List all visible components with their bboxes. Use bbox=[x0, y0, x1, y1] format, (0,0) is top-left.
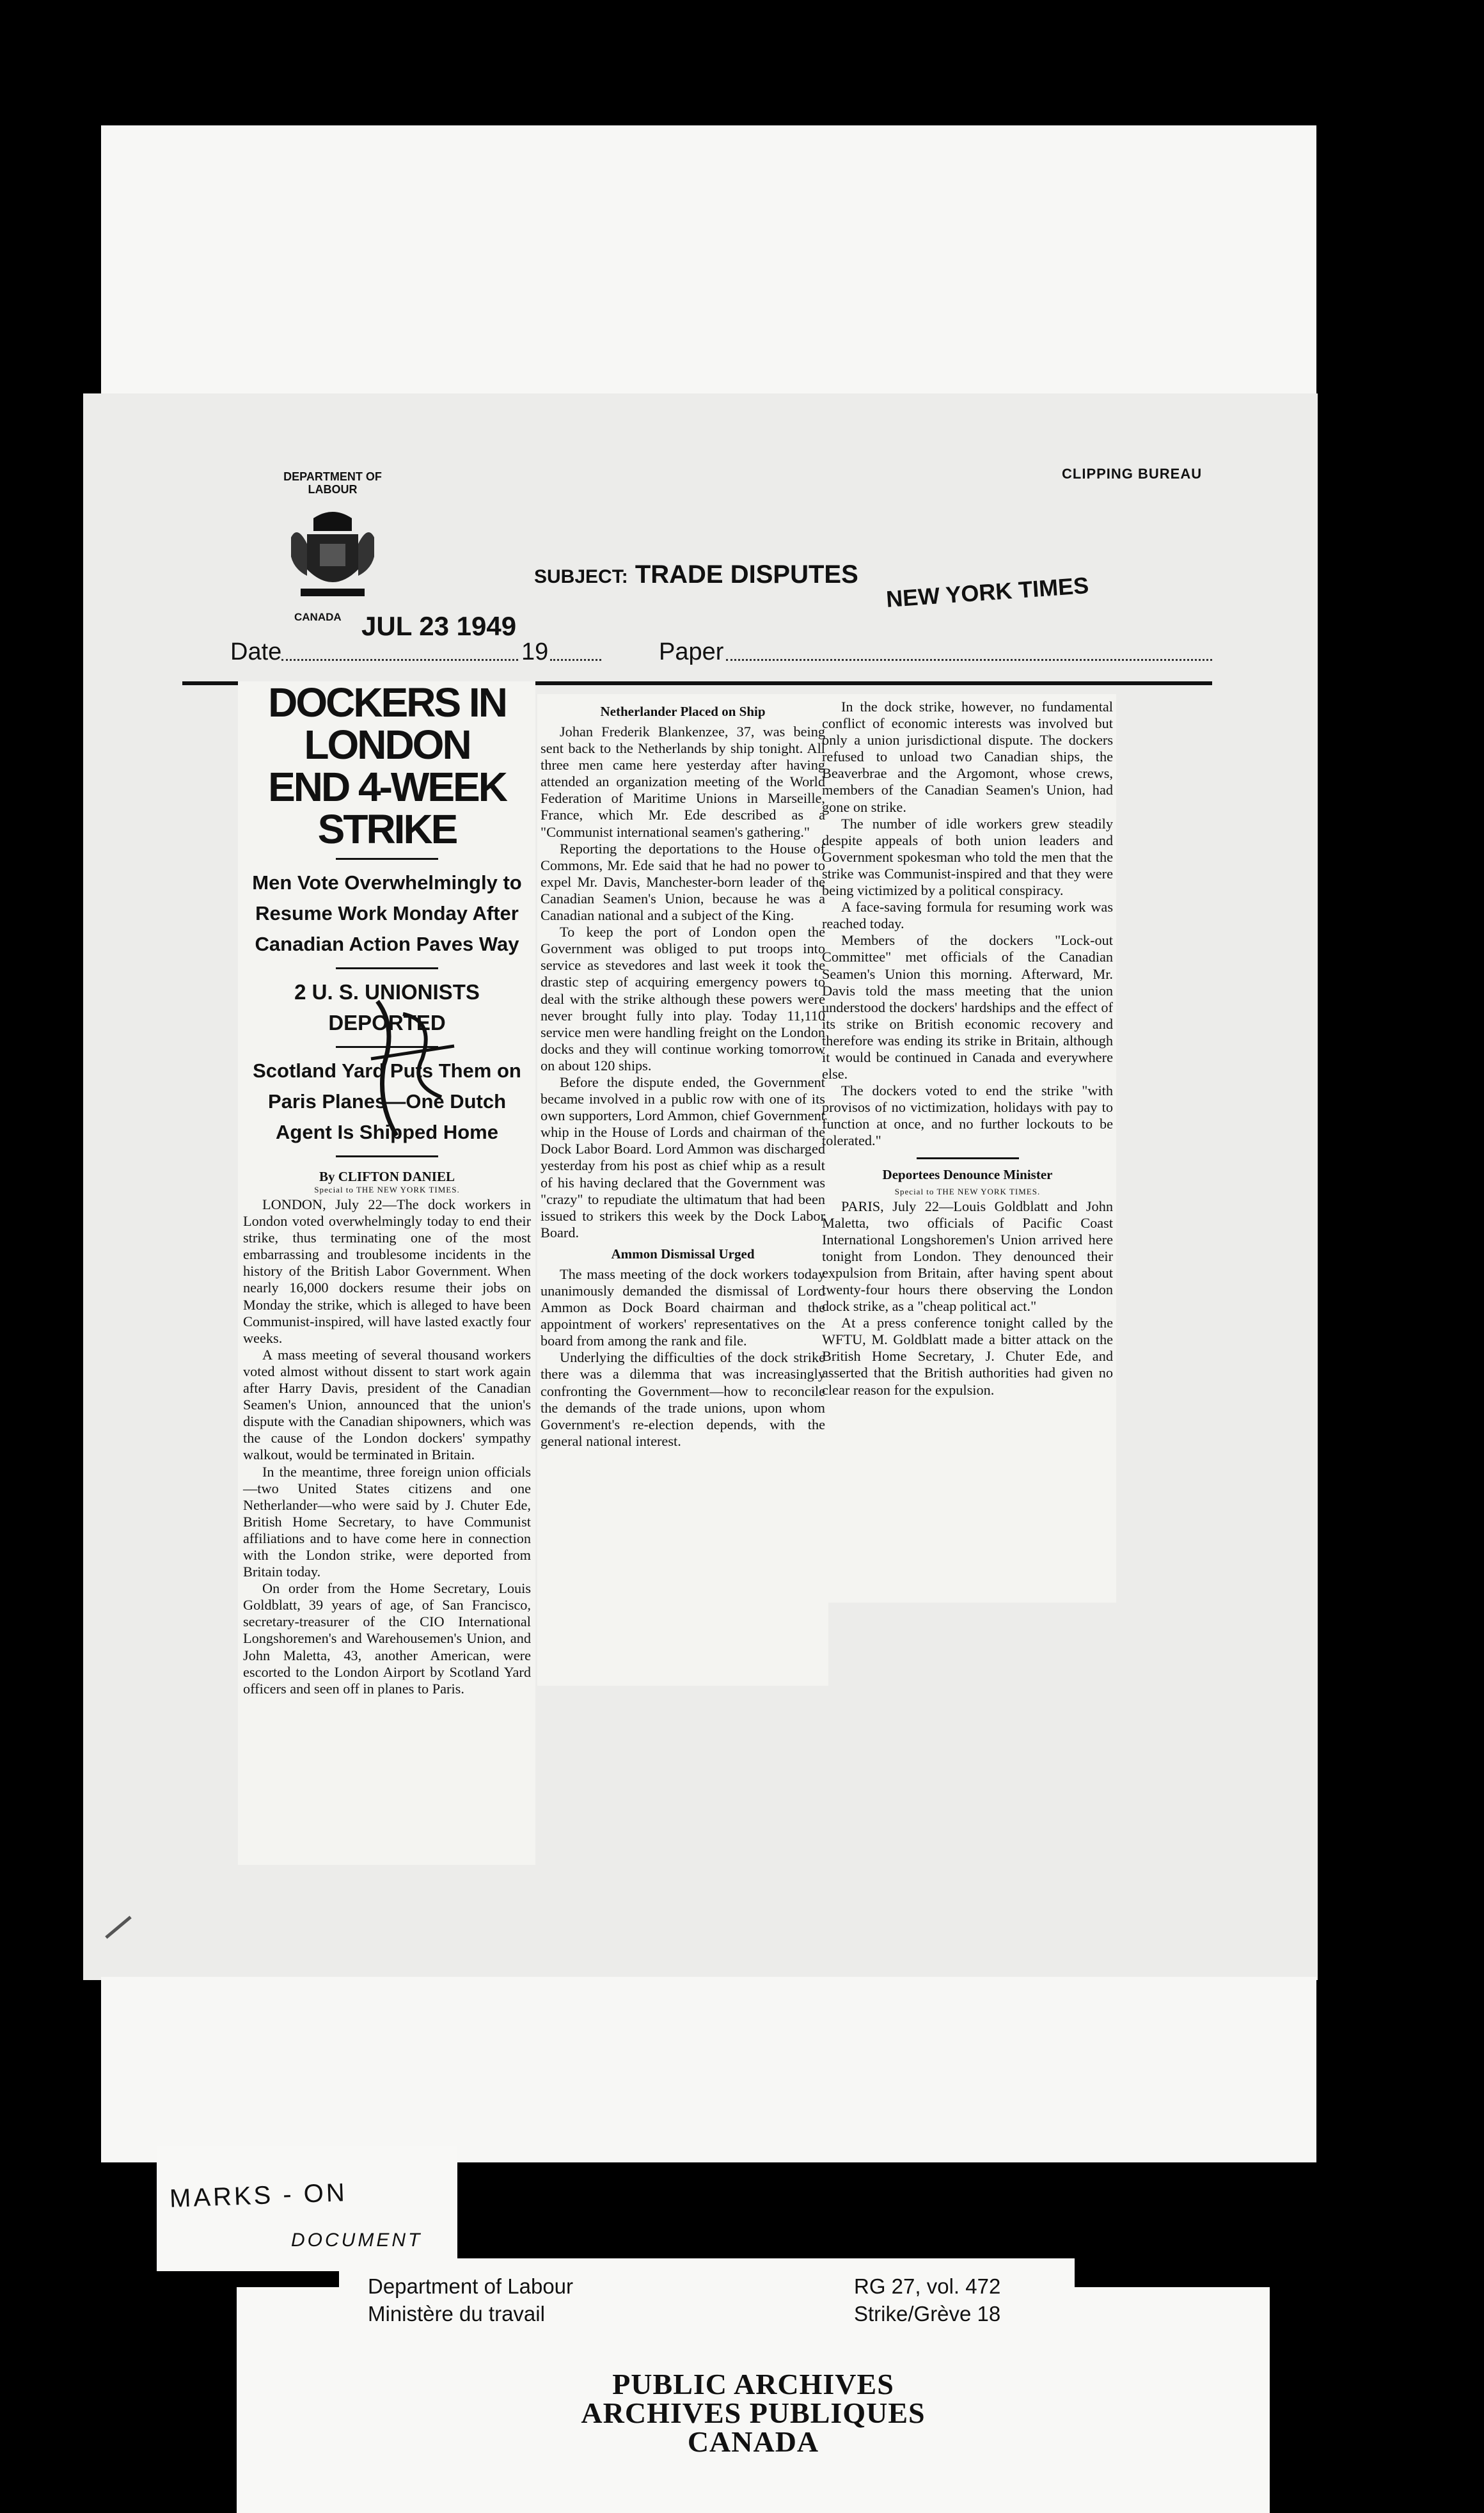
paragraph: The number of idle workers grew steadily despite appeals of both union leaders and Government spokesman who told the men that the strike was Communist-inspired and that they were being victimized by a political conspiracy. bbox=[822, 815, 1113, 899]
scan-background-bottom bbox=[101, 1977, 1316, 2162]
date-stamp: JUL 23 1949 bbox=[361, 611, 517, 641]
article-column-2 bbox=[541, 699, 825, 1450]
scan-background-top bbox=[101, 125, 1316, 400]
paragraph: On order from the Home Secretary, Louis Goldblatt, 39 years of age, of San Francisco, secretary-treasurer of the CIO International Longshoremen's and Warehousemen's Union, and John Maletta, 43, another American, were escorted to the London Airport by Scotland Yard officers and seen off in planes to Paris. bbox=[243, 1580, 531, 1697]
archive-strike-number: Strike/Grève 18 bbox=[854, 2302, 1001, 2326]
subhead: Deportees Denounce Minister bbox=[882, 1166, 1053, 1182]
paragraph: A mass meeting of several thousand workers voted almost without dissent to start work again after Harry Davis, president of the Canadian Seamen's Union, announced that the union's dispute with the Canadian shipowners, which was the cause of the London dockers' sympathy walkout, would be terminated in Britain. bbox=[243, 1346, 531, 1463]
subject-label: SUBJECT: bbox=[534, 566, 628, 587]
subject-value: TRADE DISPUTES bbox=[635, 560, 858, 589]
date-dotted-line bbox=[281, 659, 518, 661]
department-label: DEPARTMENT OF LABOUR bbox=[283, 470, 382, 496]
paper-stamp: NEW YORK TIMES bbox=[885, 571, 1090, 613]
paper-label: Paper bbox=[659, 638, 724, 665]
subhead: Ammon Dismissal Urged bbox=[611, 1246, 755, 1262]
headline-line-2: END 4-WEEK STRIKE bbox=[268, 764, 506, 852]
headline-line-1: DOCKERS IN LONDON bbox=[268, 679, 506, 768]
paper-dotted-line bbox=[726, 659, 1212, 661]
paragraph: At a press conference tonight called by the WFTU, M. Goldblatt made a bitter attack on the British Home Secretary, J. Chuter Ede, and asserted that the British authorities had given no clear reason for the expulsion. bbox=[822, 1315, 1113, 1398]
year-dotted-line bbox=[550, 659, 601, 661]
paragraph: The dockers voted to end the strike "with provisos of no victimization, holidays with pay to function at once, and no further lockouts to be tolerated." bbox=[822, 1082, 1113, 1149]
archive-title-country: CANADA bbox=[687, 2425, 819, 2458]
archive-record-group: RG 27, vol. 472 bbox=[854, 2274, 1001, 2298]
divider bbox=[336, 858, 438, 860]
article-column-1 bbox=[243, 681, 531, 1697]
date-label: Date bbox=[230, 638, 282, 665]
subhead: Netherlander Placed on Ship bbox=[600, 704, 766, 719]
year-prefix: 19 bbox=[521, 638, 549, 665]
archive-title-fr: ARCHIVES PUBLIQUES bbox=[581, 2397, 926, 2429]
subject-line bbox=[534, 560, 858, 589]
marks-annotation-line-1: MARKS - ON bbox=[169, 2178, 348, 2213]
paragraph: In the meantime, three foreign union officials—two United States citizens and one Netherlander—who were said by J. Chuter Ede, British Home Secretary, to have Communist affiliations and to have come here in connection with the London strike, were deported from Britain today. bbox=[243, 1463, 531, 1580]
byline: By CLIFTON DANIEL bbox=[319, 1169, 455, 1184]
paragraph: Members of the dockers "Lock-out Committee" met officials of the Canadian Seamen's Union this morning. Afterward, Mr. Davis told the mass meeting that the union understood the dockers' hardships and the effect of its strike on British economic recovery and therefore was ending its strike in Britain, although it would be continued in Canada and everywhere else. bbox=[822, 932, 1113, 1082]
paragraph: Johan Frederik Blankenzee, 37, was being sent back to the Netherlands by ship tonight. All three men came here yesterday after having attended an organization meeting of the World Federation of Maritime Unions in Marseille, France, which Mr. Ede described as a "Communist international seamen's gathering." bbox=[541, 724, 825, 840]
marks-annotation-line-2: DOCUMENT bbox=[291, 2230, 423, 2251]
canada-label: CANADA bbox=[294, 611, 342, 623]
paragraph: Reporting the deportations to the House of Commons, Mr. Ede said that he had no power to expel Mr. Davis, Manchester-born leader of the Canadian Seamen's Union, because he was a Canadian national and a subject of the King. bbox=[541, 840, 825, 924]
paragraph: A face-saving formula for resuming work was reached today. bbox=[822, 899, 1113, 932]
coat-of-arms-icon bbox=[281, 505, 384, 608]
divider bbox=[336, 967, 438, 969]
deck-2: 2 U. S. UNIONISTS DEPORTED bbox=[294, 980, 480, 1035]
special-credit: Special to THE NEW YORK TIMES. bbox=[314, 1185, 460, 1194]
special-credit: Special to THE NEW YORK TIMES. bbox=[894, 1186, 1041, 1196]
paragraph: The mass meeting of the dock workers today unanimously demanded the dismissal of Lord Ammon as Dock Board chairman and the appointment of workers' representatives on the board from among the rank and file. bbox=[541, 1265, 825, 1349]
paragraph: PARIS, July 22—Louis Goldblatt and John Maletta, two officials of Pacific Coast International Longshoremen's Union arrived here tonight from London. They denounced their expulsion from Britain, after having spent about twenty-four hours there observing the London dock strike, as a "cheap political act." bbox=[822, 1198, 1113, 1315]
archive-dept-fr: Ministère du travail bbox=[368, 2302, 545, 2326]
paragraph: In the dock strike, however, no fundamental conflict of economic interests was involved but only a union jurisdictional dispute. The dockers refused to unload two Canadian ships, the Beaverbrae and the Argomont, whose crews, members of the Canadian Seamen's Union, had gone on strike. bbox=[822, 699, 1113, 815]
archive-title-en: PUBLIC ARCHIVES bbox=[612, 2368, 894, 2400]
article-column-3 bbox=[822, 699, 1113, 1399]
paragraph: LONDON, July 22—The dock workers in London voted overwhelmingly today to end their strike, thus terminating one of the most embarrassing and troublesome incidents in the history of the British Labor Government. When nearly 16,000 dockers resume their jobs on Monday the strike, which is alleged to have been Communist-inspired, will have lasted exactly four weeks. bbox=[243, 1196, 531, 1346]
paragraph: Before the dispute ended, the Government became involved in a public row with one of its own supporters, Lord Ammon, chief Government whip in the House of Lords and chairman of the Dock Labor Board. Lord Ammon was discharged yesterday from his post as chief whip as a result of his having declared that the Government was "crazy" to repudiate the ultimatum that had been issued to strikers this week by the Dock Labor Board. bbox=[541, 1074, 825, 1241]
deck-1: Men Vote Overwhelmingly to Resume Work Monday After Canadian Action Paves Way bbox=[252, 871, 522, 955]
archive-dept-en: Department of Labour bbox=[368, 2274, 574, 2298]
paragraph: Underlying the difficulties of the dock strike there was a dilemma that was increasingly confronting the Government—how to reconcile the demands of the trade unions, upon whom Government's re-election depends, with the general national interest. bbox=[541, 1349, 825, 1449]
handwritten-mark bbox=[358, 988, 461, 1142]
clipping-bureau-label: CLIPPING BUREAU bbox=[1062, 466, 1203, 482]
paragraph: To keep the port of London open the Government was obliged to put troops into service as stevedores and last week it took the drastic step of acquiring emergency powers to deal with the strike although these powers were never brought fully into play. Today 11,110 service men were handling freight on the London docks and they will continue working tomorrow on about 120 ships. bbox=[541, 924, 825, 1074]
deck-3: Scotland Yard Puts Them on Paris Planes—One Dutch Agent Is Shipped Home bbox=[253, 1059, 521, 1143]
divider bbox=[917, 1157, 1019, 1159]
divider bbox=[336, 1155, 438, 1157]
